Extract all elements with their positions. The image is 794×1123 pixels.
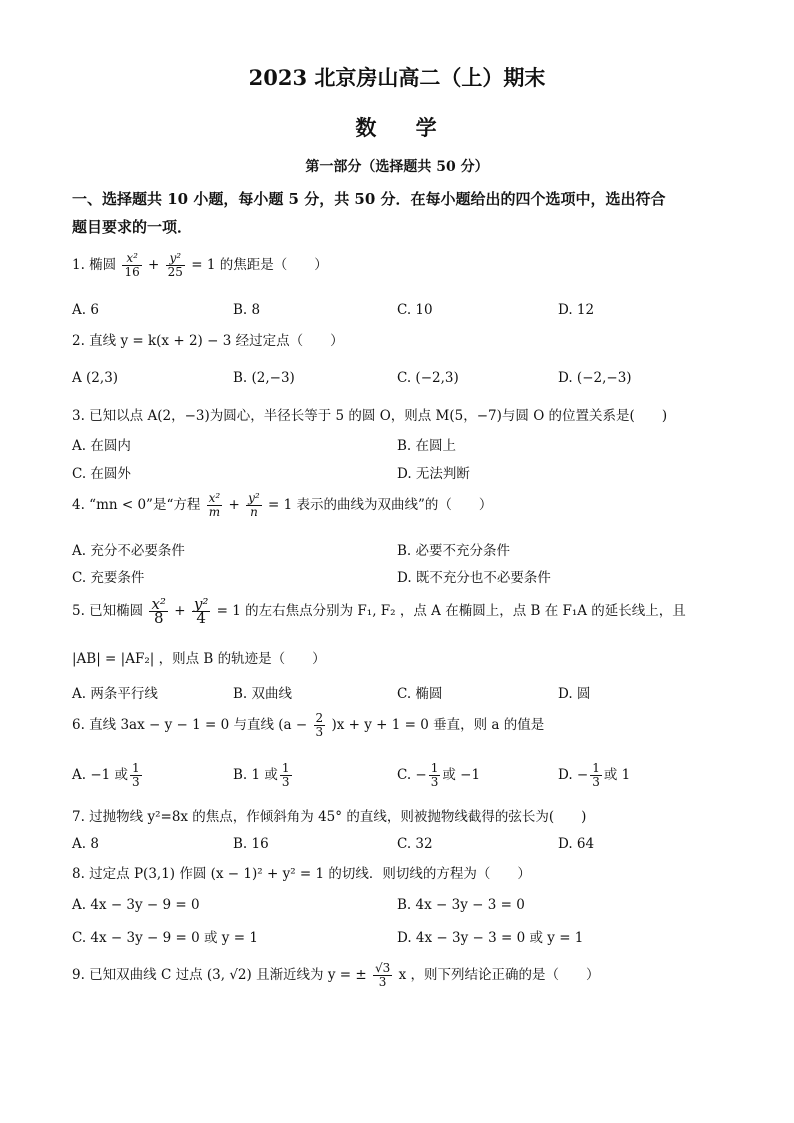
q2-option-b: B. (2,−3) [233,370,295,386]
question-9-suffix: x ，则下列结论正确的是（ ） [398,967,600,983]
question-5-prefix: 5. 已知椭圆 [72,603,144,619]
q8-option-c: C. 4x − 3y − 9 = 0 或 y = 1 [72,930,258,946]
q7-option-c: C. 32 [397,836,433,852]
fraction-1-3: $\frac{1}{3}$ [281,761,290,789]
fraction-x2-m: $\frac{\text{x²}}{m}$ [208,491,221,519]
q2-option-d: D. (−2,−3) [558,370,632,386]
q7-option-a: A. 8 [72,836,99,852]
question-8: 8. 过定点 P(3,1) 作圆 (x − 1)² + y² = 1 的切线．则切线的方程为（ ） [72,866,531,882]
fraction-y2-n: $\frac{\text{y²}}{n}$ [248,491,260,519]
question-5-line2: |AB| = |AF₂| ，则点 B 的轨迹是（ ） [72,651,326,667]
q3-option-b: B. 在圆上 [397,438,457,454]
q3-option-d: D. 无法判断 [397,466,470,482]
q7-option-b: B. 16 [233,836,269,852]
q1-option-d: D. 12 [558,302,595,318]
q1-option-c: C. 10 [397,302,433,318]
q5-option-a: A. 两条平行线 [72,686,158,702]
q8-option-a: A. 4x − 3y − 9 = 0 [72,897,200,913]
question-9-prefix: 9. 已知双曲线 C 过点 (3, √2) 且渐近线为 y = ± [72,967,367,983]
q1-option-a: A. 6 [72,302,99,318]
question-6 [72,712,544,739]
fraction-1-3: $\frac{1}{3}$ [430,761,439,789]
fraction-y2-4: $\frac{\text{y²}}{4}$ [193,595,209,627]
question-6-prefix: 6. 直线 3ax − y − 1 = 0 与直线 (a − [72,717,308,733]
q4-option-b: B. 必要不充分条件 [397,543,511,559]
q5-option-b: B. 双曲线 [233,686,293,702]
question-5: 5. 已知椭圆 $\frac{\text{x²}}{8}$ + $\frac{\text{y²}}{4}$ = 1 的左右焦点分别为 F₁, F₂ ，点 A 在椭圆上，点 B 在 F₁A 的延长线上，且 [72,595,686,627]
question-5-suffix: = 1 的左右焦点分别为 F₁, F₂ ，点 A 在椭圆上，点 B 在 F₁A 的延长线上，且 [216,603,686,619]
section-instruction-line1: 一、选择题共 10 小题，每小题 5 分，共 50 分．在每小题给出的四个选项中，选出符合 [72,190,666,208]
question-2: 2. 直线 y = k(x + 2) − 3 经过定点（ ） [72,333,344,349]
fraction-1-3: $\frac{1}{3}$ [132,761,140,789]
fraction-sqrt3-3: $\frac{√3}{3}$ [374,961,391,989]
question-1-suffix: = 1 的焦距是（ ） [191,257,328,273]
question-7: 7. 过抛物线 y²=8x 的焦点，作倾斜角为 45° 的直线，则被抛物线截得的弦长为( ) [72,809,587,825]
q4-option-c: C. 充要条件 [72,570,145,586]
q7-option-d: D. 64 [558,836,595,852]
q1-option-b: B. 8 [233,302,261,318]
q6-option-c: C. − $\frac{1}{3}$ 或 −1 [397,761,481,789]
q8-option-b: B. 4x − 3y − 3 = 0 [397,897,525,913]
fraction-1-3: $\frac{1}{3}$ [592,761,600,789]
question-6-suffix: )x + y + 1 = 0 垂直，则 a 的值是 [331,717,545,733]
fraction-x2-16: $\frac{\text{x²}}{16}$ [124,251,140,279]
q5-option-d: D. 圆 [558,686,591,702]
question-4-prefix: 4. “mn < 0”是“方程 [72,497,201,513]
q6-option-b: B. 1 或 $\frac{1}{3}$ [233,761,290,789]
fraction-y2-25: $\frac{\text{y²}}{25}$ [167,251,183,279]
q2-option-a: A (2,3) [72,370,119,386]
q4-option-d: D. 既不充分也不必要条件 [397,570,551,586]
q8-option-d: D. 4x − 3y − 3 = 0 或 y = 1 [397,930,584,946]
question-4-suffix: = 1 表示的曲线为双曲线”的（ ） [268,497,493,513]
q3-option-a: A. 在圆内 [72,438,131,454]
question-4: 4. “mn < 0”是“方程 $\frac{\text{x²}}{m}$ + $\frac{\text{y²}}{n}$ = 1 表示的曲线为双曲线”的（ ） [72,491,493,519]
question-9 [72,962,599,989]
question-1: 1. 椭圆 $\frac{\text{x²}}{16}$ + $\frac{\text{y²}}{25}$ = 1 的焦距是（ ） [72,251,328,279]
question-1-prefix: 1. 椭圆 [72,257,117,273]
q6-option-a: A. −1 或 $\frac{1}{3}$ [72,761,140,789]
q4-option-a: A. 充分不必要条件 [72,543,185,559]
fraction-2-3: $\frac{2}{3}$ [315,711,324,739]
question-3: 3. 已知以点 A(2，−3)为圆心，半径长等于 5 的圆 O，则点 M(5，−7)与圆 O 的位置关系是( ) [72,408,668,424]
q2-option-c: C. (−2,3) [397,370,459,386]
q6-option-d: D. − $\frac{1}{3}$ 或 1 [558,761,631,789]
page-title: 2023 北京房山高二（上）期末 [248,65,546,90]
fraction-x2-8: $\frac{\text{x²}}{8}$ [151,595,166,627]
q3-option-c: C. 在圆外 [72,466,131,482]
section-instruction-line2: 题目要求的一项． [72,218,193,236]
part-heading: 第一部分（选择题共 50 分） [305,159,489,175]
q5-option-c: C. 椭圆 [397,686,443,702]
subject-title: 数 学 [355,115,439,140]
